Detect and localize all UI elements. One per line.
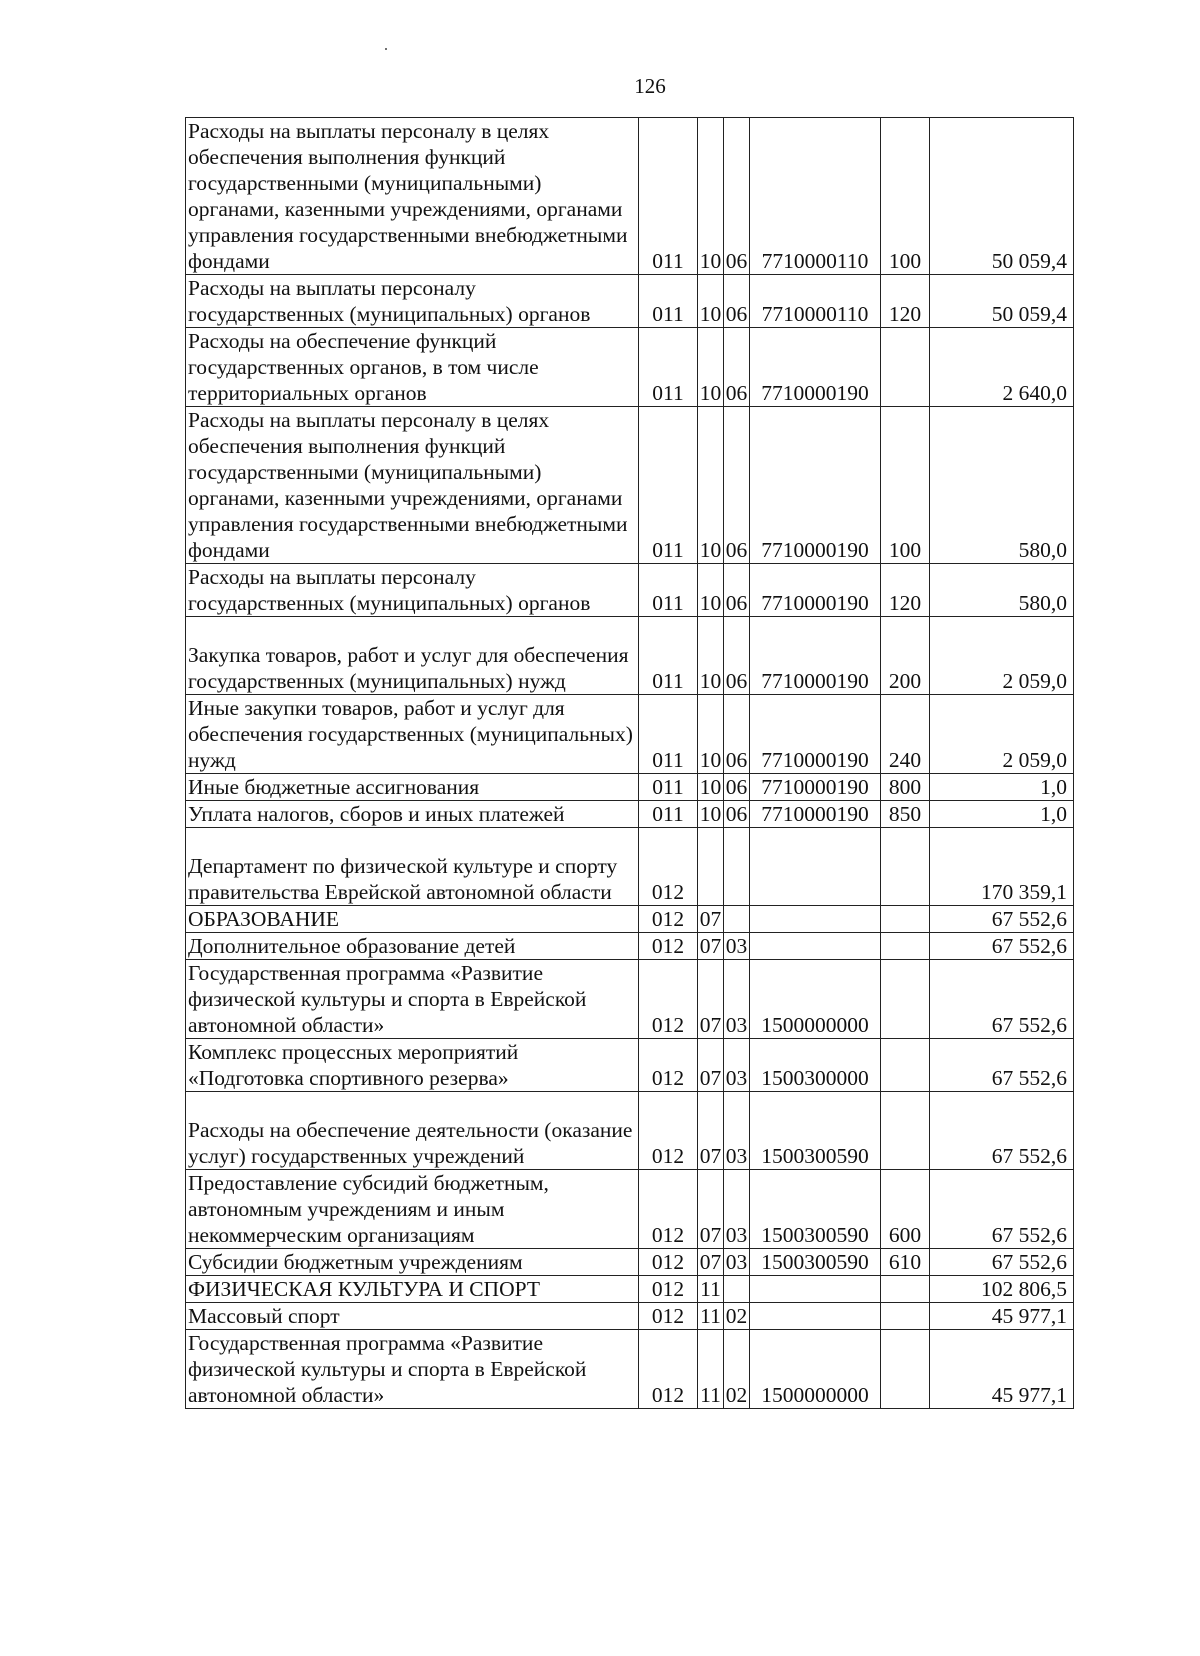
subsection-code-cell: 06 bbox=[724, 695, 750, 774]
row-name-cell: Расходы на обеспечение деятельности (оказание услуг) государственных учреждений bbox=[186, 1092, 639, 1170]
table-row bbox=[186, 695, 1074, 774]
target-article-cell: 1500300590 bbox=[750, 1249, 881, 1276]
amount-cell: 50 059,4 bbox=[930, 118, 1074, 275]
ministry-code-cell: 011 bbox=[639, 328, 698, 407]
target-article-cell: 1500000000 bbox=[750, 1330, 881, 1409]
section-code-cell: 10 bbox=[698, 407, 724, 564]
expense-type-cell: 850 bbox=[881, 801, 930, 828]
table-row bbox=[186, 1092, 1074, 1170]
ministry-code-cell: 012 bbox=[639, 1039, 698, 1092]
row-name-cell: Государственная программа «Развитие физической культуры и спорта в Еврейской автономной области» bbox=[186, 960, 639, 1039]
section-code-cell: 11 bbox=[698, 1276, 724, 1303]
scan-speck bbox=[385, 48, 387, 50]
ministry-code-cell: 011 bbox=[639, 695, 698, 774]
subsection-code-cell: 03 bbox=[724, 1249, 750, 1276]
section-code-cell: 07 bbox=[698, 1170, 724, 1249]
table-row bbox=[186, 275, 1074, 328]
amount-cell: 1,0 bbox=[930, 774, 1074, 801]
table-row bbox=[186, 1330, 1074, 1409]
subsection-code-cell: 06 bbox=[724, 118, 750, 275]
amount-cell: 2 059,0 bbox=[930, 695, 1074, 774]
table-row bbox=[186, 801, 1074, 828]
amount-cell: 50 059,4 bbox=[930, 275, 1074, 328]
target-article-cell: 7710000110 bbox=[750, 275, 881, 328]
section-code-cell: 10 bbox=[698, 695, 724, 774]
subsection-code-cell: 06 bbox=[724, 407, 750, 564]
ministry-code-cell: 011 bbox=[639, 617, 698, 695]
expense-type-cell: 600 bbox=[881, 1170, 930, 1249]
amount-cell: 45 977,1 bbox=[930, 1330, 1074, 1409]
table-row bbox=[186, 774, 1074, 801]
section-code-cell: 10 bbox=[698, 801, 724, 828]
page-number: 126 bbox=[634, 74, 666, 98]
table-row bbox=[186, 828, 1074, 906]
expense-type-cell bbox=[881, 960, 930, 1039]
row-name-cell: Уплата налогов, сборов и иных платежей bbox=[186, 801, 639, 828]
expense-type-cell: 610 bbox=[881, 1249, 930, 1276]
expense-type-cell bbox=[881, 933, 930, 960]
row-name-cell: Массовый спорт bbox=[186, 1303, 639, 1330]
expense-type-cell bbox=[881, 1276, 930, 1303]
ministry-code-cell: 012 bbox=[639, 828, 698, 906]
target-article-cell bbox=[750, 933, 881, 960]
row-name-cell: Иные бюджетные ассигнования bbox=[186, 774, 639, 801]
table-row bbox=[186, 960, 1074, 1039]
table-row bbox=[186, 328, 1074, 407]
row-name-cell: Расходы на выплаты персоналу государственных (муниципальных) органов bbox=[186, 564, 639, 617]
row-name-cell: Иные закупки товаров, работ и услуг для обеспечения государственных (муниципальных) нужд bbox=[186, 695, 639, 774]
expense-type-cell bbox=[881, 1039, 930, 1092]
amount-cell: 580,0 bbox=[930, 407, 1074, 564]
amount-cell: 67 552,6 bbox=[930, 906, 1074, 933]
amount-cell: 170 359,1 bbox=[930, 828, 1074, 906]
expense-type-cell: 100 bbox=[881, 118, 930, 275]
target-article-cell: 7710000190 bbox=[750, 407, 881, 564]
section-code-cell: 07 bbox=[698, 1249, 724, 1276]
table-row bbox=[186, 407, 1074, 564]
subsection-code-cell bbox=[724, 1276, 750, 1303]
row-name-cell: Комплекс процессных мероприятий «Подготовка спортивного резерва» bbox=[186, 1039, 639, 1092]
target-article-cell bbox=[750, 906, 881, 933]
target-article-cell bbox=[750, 1276, 881, 1303]
ministry-code-cell: 011 bbox=[639, 774, 698, 801]
ministry-code-cell: 011 bbox=[639, 275, 698, 328]
section-code-cell: 10 bbox=[698, 275, 724, 328]
target-article-cell: 7710000110 bbox=[750, 118, 881, 275]
row-name-cell: Дополнительное образование детей bbox=[186, 933, 639, 960]
ministry-code-cell: 011 bbox=[639, 407, 698, 564]
section-code-cell: 10 bbox=[698, 328, 724, 407]
ministry-code-cell: 012 bbox=[639, 1330, 698, 1409]
ministry-code-cell: 011 bbox=[639, 564, 698, 617]
section-code-cell: 10 bbox=[698, 118, 724, 275]
amount-cell: 67 552,6 bbox=[930, 1170, 1074, 1249]
amount-cell: 2 640,0 bbox=[930, 328, 1074, 407]
table-row bbox=[186, 617, 1074, 695]
amount-cell: 102 806,5 bbox=[930, 1276, 1074, 1303]
expense-type-cell bbox=[881, 906, 930, 933]
target-article-cell: 7710000190 bbox=[750, 328, 881, 407]
amount-cell: 67 552,6 bbox=[930, 933, 1074, 960]
target-article-cell bbox=[750, 828, 881, 906]
row-name-cell: Расходы на выплаты персоналу в целях обеспечения выполнения функций государственными (муниципальными) органами, казенными учреждениями, органами управления государственными внебюджетными фондами bbox=[186, 118, 639, 275]
target-article-cell: 7710000190 bbox=[750, 774, 881, 801]
amount-cell: 67 552,6 bbox=[930, 960, 1074, 1039]
target-article-cell: 7710000190 bbox=[750, 695, 881, 774]
expense-type-cell: 100 bbox=[881, 407, 930, 564]
subsection-code-cell: 02 bbox=[724, 1330, 750, 1409]
amount-cell: 67 552,6 bbox=[930, 1249, 1074, 1276]
expense-type-cell: 200 bbox=[881, 617, 930, 695]
row-name-cell: Департамент по физической культуре и спорту правительства Еврейской автономной области bbox=[186, 828, 639, 906]
table-row bbox=[186, 1039, 1074, 1092]
section-code-cell: 10 bbox=[698, 774, 724, 801]
table-row bbox=[186, 1303, 1074, 1330]
subsection-code-cell: 03 bbox=[724, 1170, 750, 1249]
row-name-cell: Закупка товаров, работ и услуг для обеспечения государственных (муниципальных) нужд bbox=[186, 617, 639, 695]
expense-type-cell bbox=[881, 1092, 930, 1170]
ministry-code-cell: 012 bbox=[639, 960, 698, 1039]
ministry-code-cell: 012 bbox=[639, 1276, 698, 1303]
subsection-code-cell: 06 bbox=[724, 328, 750, 407]
subsection-code-cell: 06 bbox=[724, 617, 750, 695]
subsection-code-cell: 06 bbox=[724, 774, 750, 801]
subsection-code-cell: 02 bbox=[724, 1303, 750, 1330]
row-name-cell: ФИЗИЧЕСКАЯ КУЛЬТУРА И СПОРТ bbox=[186, 1276, 639, 1303]
amount-cell: 580,0 bbox=[930, 564, 1074, 617]
section-code-cell: 07 bbox=[698, 933, 724, 960]
expense-type-cell bbox=[881, 828, 930, 906]
row-name-cell: Государственная программа «Развитие физической культуры и спорта в Еврейской автономной области» bbox=[186, 1330, 639, 1409]
amount-cell: 67 552,6 bbox=[930, 1039, 1074, 1092]
expense-type-cell bbox=[881, 328, 930, 407]
expense-type-cell: 240 bbox=[881, 695, 930, 774]
target-article-cell: 7710000190 bbox=[750, 617, 881, 695]
subsection-code-cell: 03 bbox=[724, 1039, 750, 1092]
table-row bbox=[186, 1249, 1074, 1276]
budget-table-body bbox=[186, 118, 1074, 1409]
table-row bbox=[186, 564, 1074, 617]
amount-cell: 2 059,0 bbox=[930, 617, 1074, 695]
target-article-cell: 7710000190 bbox=[750, 801, 881, 828]
target-article-cell bbox=[750, 1303, 881, 1330]
row-name-cell: Субсидии бюджетным учреждениям bbox=[186, 1249, 639, 1276]
section-code-cell: 10 bbox=[698, 564, 724, 617]
table-row bbox=[186, 906, 1074, 933]
section-code-cell: 11 bbox=[698, 1303, 724, 1330]
expense-type-cell: 800 bbox=[881, 774, 930, 801]
row-name-cell: Расходы на обеспечение функций государственных органов, в том числе территориальных органов bbox=[186, 328, 639, 407]
expense-type-cell bbox=[881, 1330, 930, 1409]
section-code-cell: 07 bbox=[698, 960, 724, 1039]
ministry-code-cell: 012 bbox=[639, 1092, 698, 1170]
table-row bbox=[186, 1170, 1074, 1249]
target-article-cell: 1500300590 bbox=[750, 1170, 881, 1249]
amount-cell: 67 552,6 bbox=[930, 1092, 1074, 1170]
row-name-cell: Расходы на выплаты персоналу в целях обеспечения выполнения функций государственными (муниципальными) органами, казенными учреждениями, органами управления государственными внебюджетными фондами bbox=[186, 407, 639, 564]
section-code-cell: 10 bbox=[698, 617, 724, 695]
subsection-code-cell: 06 bbox=[724, 275, 750, 328]
row-name-cell: Расходы на выплаты персоналу государственных (муниципальных) органов bbox=[186, 275, 639, 328]
section-code-cell: 11 bbox=[698, 1330, 724, 1409]
row-name-cell: ОБРАЗОВАНИЕ bbox=[186, 906, 639, 933]
subsection-code-cell: 06 bbox=[724, 564, 750, 617]
target-article-cell: 1500300000 bbox=[750, 1039, 881, 1092]
subsection-code-cell: 03 bbox=[724, 933, 750, 960]
subsection-code-cell: 06 bbox=[724, 801, 750, 828]
ministry-code-cell: 011 bbox=[639, 118, 698, 275]
subsection-code-cell bbox=[724, 828, 750, 906]
section-code-cell: 07 bbox=[698, 1092, 724, 1170]
amount-cell: 45 977,1 bbox=[930, 1303, 1074, 1330]
expense-type-cell: 120 bbox=[881, 564, 930, 617]
ministry-code-cell: 012 bbox=[639, 933, 698, 960]
section-code-cell: 07 bbox=[698, 906, 724, 933]
subsection-code-cell bbox=[724, 906, 750, 933]
ministry-code-cell: 012 bbox=[639, 1303, 698, 1330]
section-code-cell bbox=[698, 828, 724, 906]
ministry-code-cell: 012 bbox=[639, 906, 698, 933]
subsection-code-cell: 03 bbox=[724, 1092, 750, 1170]
table-row bbox=[186, 933, 1074, 960]
target-article-cell: 1500000000 bbox=[750, 960, 881, 1039]
table-row bbox=[186, 118, 1074, 275]
section-code-cell: 07 bbox=[698, 1039, 724, 1092]
target-article-cell: 1500300590 bbox=[750, 1092, 881, 1170]
expense-type-cell: 120 bbox=[881, 275, 930, 328]
budget-table bbox=[185, 117, 1074, 1409]
expense-type-cell bbox=[881, 1303, 930, 1330]
amount-cell: 1,0 bbox=[930, 801, 1074, 828]
subsection-code-cell: 03 bbox=[724, 960, 750, 1039]
ministry-code-cell: 012 bbox=[639, 1170, 698, 1249]
row-name-cell: Предоставление субсидий бюджетным, автономным учреждениям и иным некоммерческим организациям bbox=[186, 1170, 639, 1249]
ministry-code-cell: 012 bbox=[639, 1249, 698, 1276]
ministry-code-cell: 011 bbox=[639, 801, 698, 828]
table-row bbox=[186, 1276, 1074, 1303]
target-article-cell: 7710000190 bbox=[750, 564, 881, 617]
